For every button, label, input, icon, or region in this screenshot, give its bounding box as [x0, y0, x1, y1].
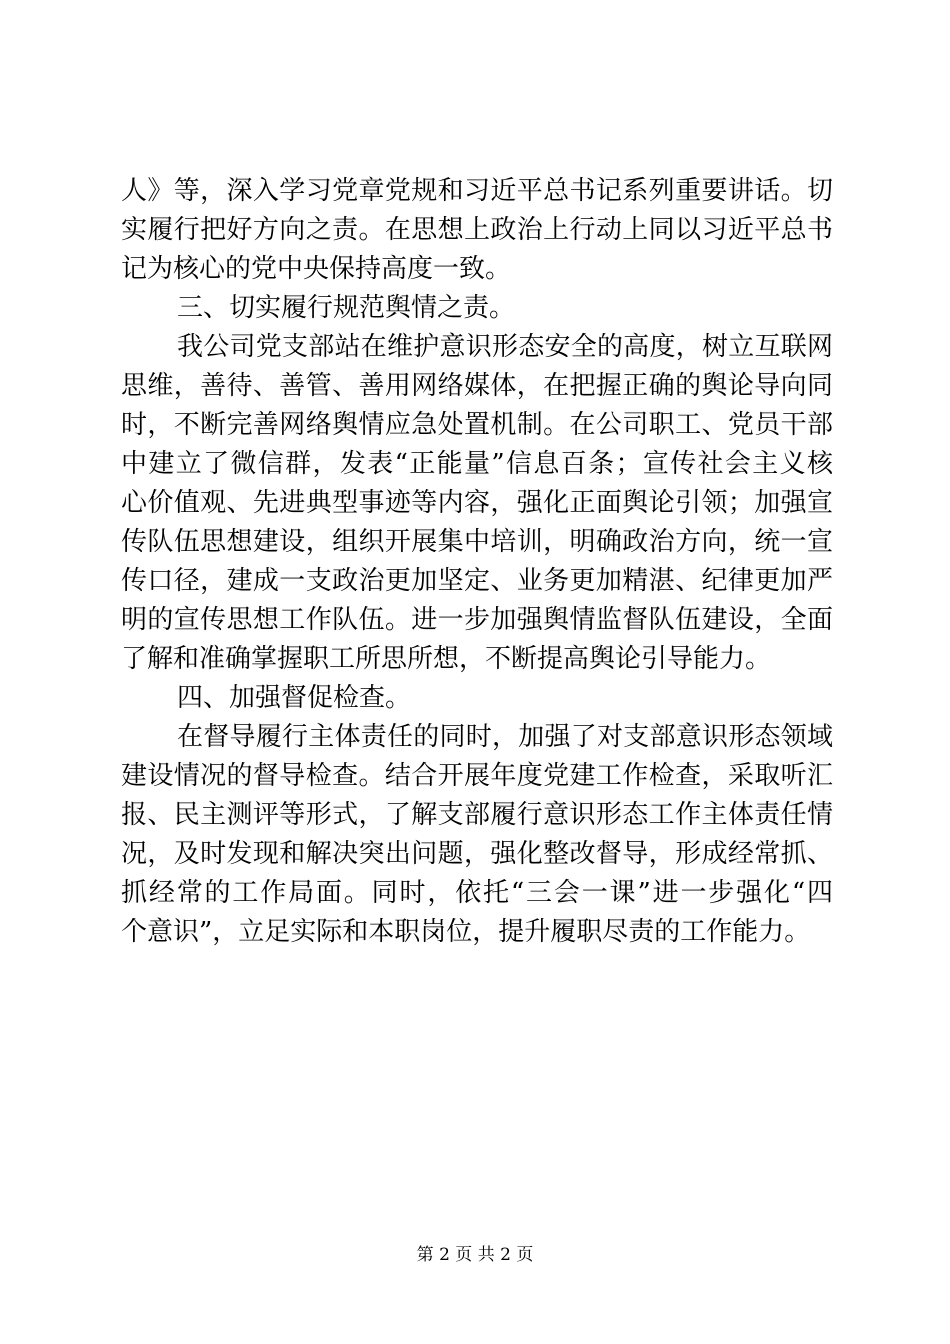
paragraph-line: 思维，善待、善管、善用网络媒体，在把握正确的舆论导向同 — [121, 371, 833, 401]
paragraph-line: 传队伍思想建设，组织开展集中培训，明确政治方向，统一宣 — [121, 527, 833, 557]
paragraph-line: 中建立了微信群，发表“正能量”信息百条；宣传社会主义核 — [121, 449, 833, 479]
paragraph-line: 人》等，深入学习党章党规和习近平总书记系列重要讲话。切 — [121, 176, 833, 206]
section-heading: 三、切实履行规范舆情之责。 — [177, 293, 516, 323]
paragraph-line: 抓经常的工作局面。同时，依托“三会一课”进一步强化“四 — [121, 878, 833, 908]
paragraph-line: 我公司党支部站在维护意识形态安全的高度，树立互联网 — [177, 332, 833, 362]
paragraph-line: 了解和准确掌握职工所思所想，不断提高舆论引导能力。 — [121, 644, 772, 674]
page-number-footer: 第 2 页 共 2 页 — [416, 1245, 534, 1265]
paragraph-line: 建设情况的督导检查。结合开展年度党建工作检查，采取听汇 — [121, 761, 833, 791]
document-body — [121, 172, 833, 952]
paragraph-line: 报、民主测评等形式，了解支部履行意识形态工作主体责任情 — [121, 800, 833, 830]
paragraph-line: 个意识”，立足实际和本职岗位，提升履职尽责的工作能力。 — [121, 917, 811, 947]
paragraph-line: 传口径，建成一支政治更加坚定、业务更加精湛、纪律更加严 — [121, 566, 833, 596]
paragraph-line: 在督导履行主体责任的同时，加强了对支部意识形态领域 — [177, 722, 833, 752]
paragraph-line: 时，不断完善网络舆情应急处置机制。在公司职工、党员干部 — [121, 410, 833, 440]
paragraph-line: 况，及时发现和解决突出问题，强化整改督导，形成经常抓、 — [121, 839, 833, 869]
paragraph-line: 记为核心的党中央保持高度一致。 — [121, 254, 512, 284]
paragraph-line: 明的宣传思想工作队伍。进一步加强舆情监督队伍建设，全面 — [121, 605, 833, 635]
paragraph-line: 心价值观、先进典型事迹等内容，强化正面舆论引领；加强宣 — [121, 488, 833, 518]
section-heading: 四、加强督促检查。 — [177, 683, 412, 713]
paragraph-line: 实履行把好方向之责。在思想上政治上行动上同以习近平总书 — [121, 215, 833, 245]
